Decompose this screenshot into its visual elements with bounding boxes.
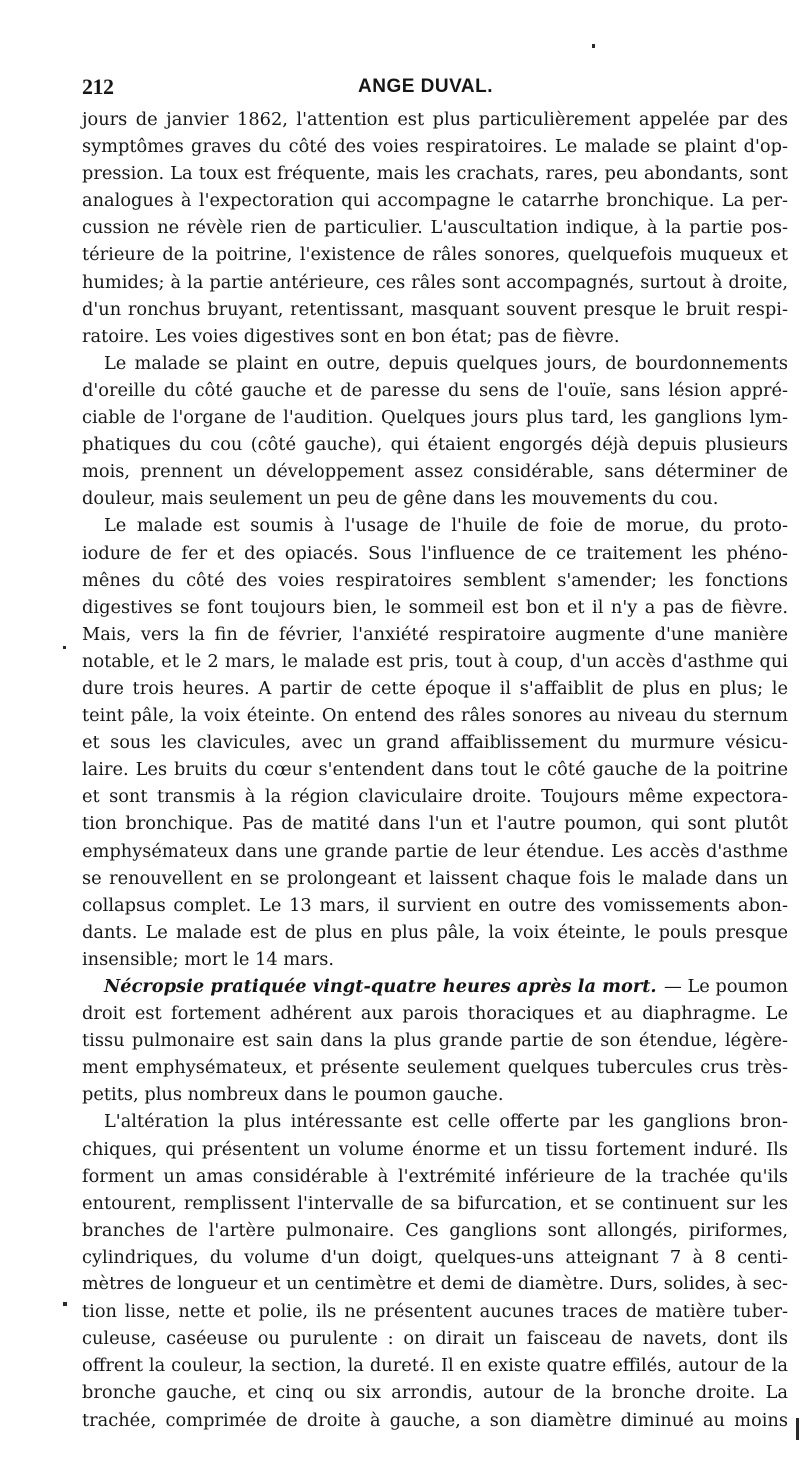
line-text: térieure de la poitrine, l'existence de râles sonores, quelquefois muqueux et bbox=[82, 244, 788, 266]
text-line bbox=[82, 865, 788, 892]
line-text: trachée, comprimée de droite à gauche, a son diamètre diminué au moins bbox=[82, 1409, 788, 1431]
text-line bbox=[82, 756, 788, 783]
line-text: insensible; mort le 14 mars. bbox=[82, 948, 335, 970]
line-text: ciable de l'organe de l'audition. Quelques jours plus tard, les ganglions lym- bbox=[82, 407, 788, 429]
line-text: humides; à la partie antérieure, ces râles sont accompagnés, surtout à droite, bbox=[82, 271, 788, 293]
printing-speck bbox=[63, 646, 66, 649]
text-line bbox=[82, 1081, 788, 1108]
text-line bbox=[82, 675, 788, 702]
text-line bbox=[82, 241, 788, 268]
text-line bbox=[82, 1271, 788, 1298]
line-text: tissu pulmonaire est sain dans la plus grande partie de son étendue, légère- bbox=[82, 1030, 788, 1052]
line-text: mênes du côté des voies respiratoires semblent s'amender; les fonctions bbox=[82, 569, 788, 591]
line-text: cussion ne révèle rien de particulier. L'auscultation indique, à la partie pos- bbox=[82, 217, 788, 239]
line-text: digestives se font toujours bien, le sommeil est bon et il n'y a pas de fièvre. bbox=[82, 596, 788, 618]
text-line bbox=[82, 729, 788, 756]
line-text: d'oreille du côté gauche et de paresse du sens de l'ouïe, sans lésion appré- bbox=[82, 379, 788, 401]
line-text: et sous les clavicules, avec un grand affaiblissement du murmure vésicu- bbox=[82, 732, 788, 754]
line-text: se renouvellent en se prolongeant et laissent chaque fois le malade dans un bbox=[82, 867, 788, 889]
text-line bbox=[82, 458, 788, 485]
text-line bbox=[82, 1163, 788, 1190]
section-heading-italic: Nécropsie pratiquée vingt-quatre heures après la mort. bbox=[104, 976, 657, 997]
line-text: chiques, qui présentent un volume énorme et un tissu fortement induré. Ils bbox=[82, 1138, 788, 1160]
text-line bbox=[82, 1298, 788, 1325]
text-line bbox=[82, 1352, 788, 1379]
line-text: analogues à l'expectoration qui accompagne le catarrhe bronchique. La per- bbox=[82, 190, 788, 212]
text-line bbox=[82, 892, 788, 919]
text-line bbox=[82, 269, 788, 296]
line-text: Mais, vers la fin de février, l'anxiété respiratoire augmente d'une manière bbox=[82, 623, 788, 645]
line-text: droit est fortement adhérent aux parois thoraciques et au diaphragme. Le bbox=[82, 1003, 788, 1025]
text-line bbox=[82, 1407, 788, 1434]
body-text bbox=[82, 106, 788, 1434]
line-text: cylindriques, du volume d'un doigt, quelques-uns atteignant 7 à 8 centi- bbox=[82, 1246, 788, 1268]
line-text: entourent, remplissent l'intervalle de sa bifurcation, et se continuent sur les bbox=[82, 1192, 788, 1214]
text-line bbox=[82, 1379, 788, 1406]
line-text: emphysémateux dans une grande partie de leur étendue. Les accès d'asthme bbox=[82, 840, 788, 862]
printing-speck bbox=[63, 1302, 67, 1306]
line-text: Le malade est soumis à l'usage de l'huile de foie de morue, du proto- bbox=[104, 515, 788, 537]
page-number: 212 bbox=[82, 74, 114, 99]
text-line bbox=[82, 160, 788, 187]
line-text: mois, prennent un développement assez considérable, sans déterminer de bbox=[82, 461, 788, 483]
text-line bbox=[82, 648, 788, 675]
text-line bbox=[82, 1054, 788, 1081]
running-head: ANGE DUVAL. bbox=[358, 76, 493, 97]
line-text: forment un amas considérable à l'extrémité inférieure de la trachée qu'ils bbox=[82, 1165, 788, 1187]
line-text: culeuse, caséeuse ou purulente : on dirait un faisceau de navets, dont ils bbox=[82, 1328, 788, 1350]
line-text: tion lisse, nette et polie, ils ne présentent aucunes traces de matière tuber- bbox=[82, 1301, 788, 1323]
text-line bbox=[82, 1217, 788, 1244]
line-text: Le malade se plaint en outre, depuis quelques jours, de bourdonnements bbox=[104, 352, 788, 374]
text-line bbox=[82, 350, 788, 377]
printing-speck bbox=[796, 1418, 799, 1440]
text-line bbox=[82, 1136, 788, 1163]
text-line bbox=[82, 946, 788, 973]
text-line bbox=[82, 1108, 788, 1135]
text-line bbox=[82, 1000, 788, 1027]
text-line bbox=[82, 1190, 788, 1217]
text-line bbox=[82, 838, 788, 865]
text-line bbox=[82, 1244, 788, 1271]
text-line bbox=[82, 431, 788, 458]
line-text: ment emphysémateux, et présente seulement quelques tubercules crus très- bbox=[82, 1057, 788, 1079]
line-text: d'un ronchus bruyant, retentissant, masquant souvent presque le bruit respi- bbox=[82, 298, 788, 320]
line-text: symptômes graves du côté des voies respiratoires. Le malade se plaint d'op- bbox=[82, 136, 788, 158]
line-text: dure trois heures. A partir de cette époque il s'affaiblit de plus en plus; le bbox=[82, 677, 788, 699]
text-line bbox=[82, 1027, 788, 1054]
text-line bbox=[82, 485, 788, 512]
line-text: pression. La toux est fréquente, mais les crachats, rares, peu abondants, sont bbox=[82, 163, 788, 185]
line-text: laire. Les bruits du cœur s'entendent dans tout le côté gauche de la poitrine bbox=[82, 759, 788, 781]
text-line bbox=[82, 810, 788, 837]
line-text: tion bronchique. Pas de matité dans l'un et l'autre poumon, qui sont plutôt bbox=[82, 813, 788, 835]
line-text: mètres de longueur et un centimètre et demi de diamètre. Durs, solides, à sec- bbox=[82, 1274, 788, 1295]
line-text: teint pâle, la voix éteinte. On entend des râles sonores au niveau du sternum bbox=[82, 705, 788, 727]
line-text: douleur, mais seulement un peu de gêne dans les mouvements du cou. bbox=[82, 488, 719, 510]
text-line bbox=[82, 187, 788, 214]
line-text: bronche gauche, et cinq ou six arrondis, autour de la bronche droite. La bbox=[82, 1382, 788, 1404]
text-line bbox=[82, 783, 788, 810]
line-text: branches de l'artère pulmonaire. Ces ganglions sont allongés, piriformes, bbox=[82, 1219, 788, 1241]
line-text: jours de janvier 1862, l'attention est plus particulièrement appelée par des bbox=[82, 109, 788, 130]
printing-speck bbox=[592, 44, 595, 48]
line-text: et sont transmis à la région claviculaire droite. Toujours même expectora- bbox=[82, 786, 788, 808]
line-text: dants. Le malade est de plus en plus pâle, la voix éteinte, le pouls presque bbox=[82, 921, 788, 943]
line-text: L'altération la plus intéressante est celle offerte par les ganglions bron- bbox=[104, 1111, 788, 1133]
page-header bbox=[82, 74, 788, 104]
text-line bbox=[82, 1325, 788, 1352]
text-line bbox=[82, 296, 788, 323]
text-line bbox=[82, 106, 788, 133]
text-line bbox=[82, 512, 788, 539]
text-line bbox=[82, 702, 788, 729]
text-line bbox=[82, 133, 788, 160]
text-line bbox=[82, 323, 788, 350]
text-line bbox=[82, 404, 788, 431]
text-line bbox=[82, 540, 788, 567]
line-text: phatiques du cou (côté gauche), qui étaient engorgés déjà depuis plusieurs bbox=[82, 434, 788, 456]
line-text: notable, et le 2 mars, le malade est pris, tout à coup, d'un accès d'asthme qui bbox=[82, 650, 788, 672]
text-line bbox=[82, 567, 788, 594]
text-line bbox=[82, 214, 788, 241]
text-line bbox=[82, 621, 788, 648]
text-line bbox=[82, 377, 788, 404]
line-text: offrent la couleur, la section, la dureté. Il en existe quatre effilés, autour de la bbox=[82, 1355, 788, 1377]
line-text: collapsus complet. Le 13 mars, il survient en outre des vomissements abon- bbox=[82, 894, 788, 916]
line-text: — Le poumon bbox=[664, 976, 788, 997]
text-line bbox=[82, 919, 788, 946]
line-text: iodure de fer et des opiacés. Sous l'influence de ce traitement les phéno- bbox=[82, 542, 788, 564]
text-line bbox=[82, 973, 788, 1000]
text-line bbox=[82, 594, 788, 621]
line-text: ratoire. Les voies digestives sont en bon état; pas de fièvre. bbox=[82, 325, 620, 347]
line-text: petits, plus nombreux dans le poumon gauche. bbox=[82, 1084, 504, 1106]
